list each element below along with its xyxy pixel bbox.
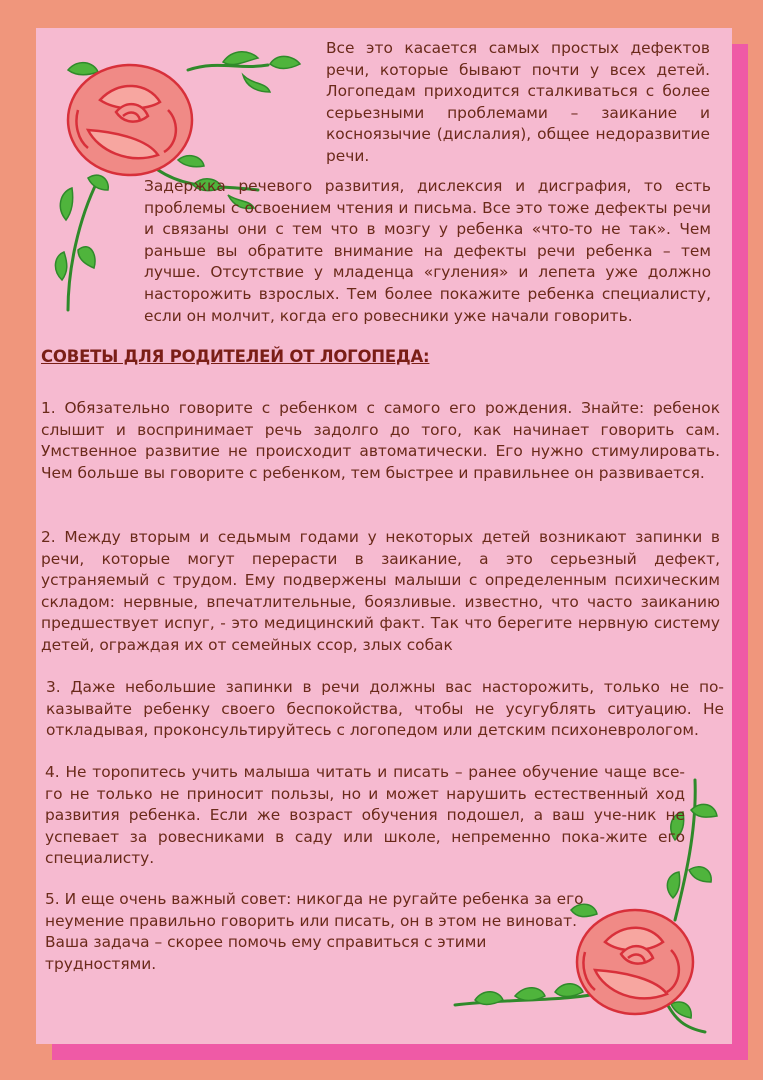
intro-top-paragraph: Все это касается самых простых дефектов речи, которые бывают почти у всех детей. Логопедам приходится сталкиваться с более серьезными проблемами – заикание и косноязычие (дислалия), общее недоразвитие речи. <box>326 39 710 165</box>
tip-2: 2. Между вторым и седьмым годами у некоторых детей возникают запинки в речи, которые могут перерасти в заикание, а это серьезный дефект, устраняемый с трудом. Ему подвержены малыши с определенным психическим складом: нервные, впечатлительные, боязливые. известно, что часто заиканию предшествует испуг, - это медицинский факт. Так что берегите нервную систему детей, ограждая их от семейных ссор, злых собак <box>41 528 720 654</box>
tips-heading: СОВЕТЫ ДЛЯ РОДИТЕЛЕЙ ОТ ЛОГОПЕДА: <box>41 347 430 366</box>
intro-middle-paragraph: Задержка речевого развития, дислексия и дисграфия, то есть проблемы с освоением чтения и письма. Все это тоже дефекты речи и связаны они с тем что в мозгу у ребенка «что-то не так». Чем раньше вы обратите внимание на дефекты речи ребенка – тем лучше. Отсутствие у младенца «гуления» и лепета уже должно насторожить взрослых. Тем более покажите ребенка специалисту, если он молчит, когда его ровесники уже начали говорить. <box>144 177 711 325</box>
tip-5: 5. И еще очень важный совет: никогда не ругайте ребенка за его неумение правильно говорить или писать, он в этом не виноват. Ваша задача – скорее помочь ему справиться с этими трудностями. <box>45 890 584 973</box>
tip-4: 4. Не торопитесь учить малыша читать и писать – ранее обучение чаще все-го не только не приносит пользы, но и может нарушить естественный ход развития ребенка. Если же возраст обучения подошел, а ваш уче-ник не успевает за ровесниками в саду или школе, непременно пока-жите его специалисту. <box>45 763 685 868</box>
tip-1: 1. Обязательно говорите с ребенком с самого его рождения. Знайте: ребенок слышит и воспринимает речь задолго до того, как начинает говорить сам. Умственное развитие не происходит автоматически. Его нужно стимулировать. Чем больше вы говорите с ребенком, тем быстрее и правильнее он развивается. <box>41 399 720 482</box>
tip-3: 3. Даже небольшие запинки в речи должны вас насторожить, только не по-казывайте ребенку своего беспокойства, чтобы не усугублять ситуацию. Не откладывая, проконсультируйтесь с логопедом или детским психоневрологом. <box>46 678 724 740</box>
